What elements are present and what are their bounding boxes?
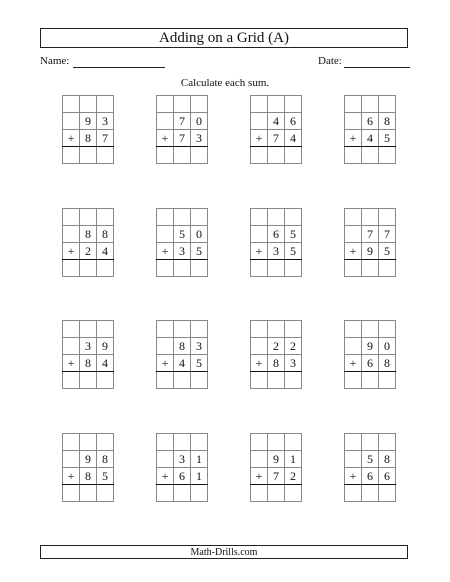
- digit-cell: 9: [80, 113, 97, 130]
- answer-cell[interactable]: [191, 147, 208, 164]
- digit-cell: 7: [97, 130, 114, 147]
- addition-grid: [250, 320, 302, 389]
- answer-cell[interactable]: [379, 485, 396, 502]
- carry-cell: [191, 434, 208, 451]
- digit-cell: 2: [80, 243, 97, 260]
- problem-6: [156, 208, 204, 289]
- carry-cell: [251, 96, 268, 113]
- digit-cell: 2: [285, 468, 302, 485]
- digit-cell: 3: [191, 130, 208, 147]
- carry-cell: [157, 209, 174, 226]
- digit-cell: 4: [285, 130, 302, 147]
- digit-cell: 5: [285, 226, 302, 243]
- empty-cell: [345, 338, 362, 355]
- carry-cell: [379, 209, 396, 226]
- carry-cell: [191, 96, 208, 113]
- carry-cell: [97, 321, 114, 338]
- plus-sign: +: [157, 468, 174, 485]
- carry-cell: [268, 434, 285, 451]
- answer-cell[interactable]: [191, 485, 208, 502]
- empty-cell: [345, 226, 362, 243]
- answer-cell[interactable]: [362, 372, 379, 389]
- carry-cell: [174, 321, 191, 338]
- answer-cell[interactable]: [97, 260, 114, 277]
- digit-cell: 8: [80, 468, 97, 485]
- digit-cell: 6: [285, 113, 302, 130]
- plus-sign: +: [157, 243, 174, 260]
- answer-cell[interactable]: [285, 260, 302, 277]
- digit-cell: 4: [97, 243, 114, 260]
- answer-cell[interactable]: [157, 485, 174, 502]
- digit-cell: 8: [379, 355, 396, 372]
- carry-cell: [157, 434, 174, 451]
- answer-cell[interactable]: [362, 485, 379, 502]
- carry-cell: [63, 321, 80, 338]
- worksheet-title: Adding on a Grid (A): [40, 28, 408, 48]
- digit-cell: 9: [362, 243, 379, 260]
- carry-cell: [191, 321, 208, 338]
- answer-cell[interactable]: [63, 485, 80, 502]
- carry-cell: [345, 434, 362, 451]
- digit-cell: 4: [174, 355, 191, 372]
- problem-11: [250, 320, 298, 401]
- digit-cell: 9: [80, 451, 97, 468]
- empty-cell: [157, 113, 174, 130]
- answer-cell[interactable]: [285, 485, 302, 502]
- problem-1: [62, 95, 110, 176]
- digit-cell: 7: [362, 226, 379, 243]
- carry-cell: [345, 209, 362, 226]
- digit-cell: 6: [362, 113, 379, 130]
- problem-15: [250, 433, 298, 514]
- empty-cell: [345, 113, 362, 130]
- answer-cell[interactable]: [251, 372, 268, 389]
- name-line: [73, 67, 165, 68]
- empty-cell: [345, 451, 362, 468]
- answer-cell[interactable]: [251, 485, 268, 502]
- addition-grid: [250, 208, 302, 277]
- empty-cell: [63, 338, 80, 355]
- digit-cell: 8: [80, 355, 97, 372]
- problem-4: [344, 95, 392, 176]
- digit-cell: 6: [362, 355, 379, 372]
- plus-sign: +: [63, 130, 80, 147]
- date-label: Date:: [318, 55, 342, 67]
- answer-cell[interactable]: [268, 147, 285, 164]
- empty-cell: [63, 451, 80, 468]
- answer-cell[interactable]: [379, 372, 396, 389]
- carry-cell: [251, 209, 268, 226]
- digit-cell: 1: [285, 451, 302, 468]
- digit-cell: 8: [97, 226, 114, 243]
- plus-sign: +: [63, 468, 80, 485]
- digit-cell: 3: [174, 243, 191, 260]
- addition-grid: [156, 320, 208, 389]
- digit-cell: 7: [174, 130, 191, 147]
- answer-cell[interactable]: [268, 372, 285, 389]
- digit-cell: 8: [174, 338, 191, 355]
- carry-cell: [63, 209, 80, 226]
- answer-cell[interactable]: [191, 372, 208, 389]
- addition-grid: [344, 95, 396, 164]
- plus-sign: +: [63, 355, 80, 372]
- carry-cell: [362, 321, 379, 338]
- answer-cell[interactable]: [285, 147, 302, 164]
- answer-cell[interactable]: [268, 260, 285, 277]
- digit-cell: 5: [379, 243, 396, 260]
- plus-sign: +: [63, 243, 80, 260]
- digit-cell: 7: [268, 130, 285, 147]
- carry-cell: [379, 434, 396, 451]
- plus-sign: +: [157, 130, 174, 147]
- carry-cell: [362, 209, 379, 226]
- digit-cell: 0: [191, 113, 208, 130]
- addition-grid: [62, 320, 114, 389]
- carry-cell: [285, 96, 302, 113]
- empty-cell: [157, 338, 174, 355]
- digit-cell: 7: [268, 468, 285, 485]
- digit-cell: 3: [268, 243, 285, 260]
- problem-3: [250, 95, 298, 176]
- carry-cell: [285, 434, 302, 451]
- empty-cell: [251, 226, 268, 243]
- carry-cell: [345, 96, 362, 113]
- addition-grid: [62, 433, 114, 502]
- digit-cell: 4: [362, 130, 379, 147]
- carry-cell: [63, 434, 80, 451]
- plus-sign: +: [251, 243, 268, 260]
- digit-cell: 6: [174, 468, 191, 485]
- addition-grid: [344, 208, 396, 277]
- addition-grid: [62, 208, 114, 277]
- carry-cell: [268, 209, 285, 226]
- digit-cell: 5: [97, 468, 114, 485]
- carry-cell: [63, 96, 80, 113]
- carry-cell: [345, 321, 362, 338]
- addition-grid: [156, 95, 208, 164]
- carry-cell: [157, 321, 174, 338]
- addition-grid: [156, 208, 208, 277]
- addition-grid: [344, 320, 396, 389]
- carry-cell: [251, 434, 268, 451]
- empty-cell: [251, 338, 268, 355]
- digit-cell: 8: [80, 226, 97, 243]
- answer-cell[interactable]: [80, 485, 97, 502]
- answer-cell[interactable]: [97, 372, 114, 389]
- empty-cell: [251, 451, 268, 468]
- carry-cell: [174, 209, 191, 226]
- answer-cell[interactable]: [362, 147, 379, 164]
- answer-cell[interactable]: [345, 260, 362, 277]
- answer-cell[interactable]: [345, 372, 362, 389]
- answer-cell[interactable]: [268, 485, 285, 502]
- digit-cell: 9: [362, 338, 379, 355]
- plus-sign: +: [345, 468, 362, 485]
- answer-cell[interactable]: [174, 147, 191, 164]
- empty-cell: [63, 226, 80, 243]
- carry-cell: [285, 209, 302, 226]
- digit-cell: 3: [191, 338, 208, 355]
- digit-cell: 3: [97, 113, 114, 130]
- carry-cell: [379, 96, 396, 113]
- answer-cell[interactable]: [345, 485, 362, 502]
- digit-cell: 7: [379, 226, 396, 243]
- digit-cell: 0: [379, 338, 396, 355]
- answer-cell[interactable]: [251, 147, 268, 164]
- plus-sign: +: [251, 468, 268, 485]
- problem-12: [344, 320, 392, 401]
- digit-cell: 8: [379, 451, 396, 468]
- carry-cell: [362, 96, 379, 113]
- answer-cell[interactable]: [97, 485, 114, 502]
- digit-cell: 5: [362, 451, 379, 468]
- problem-9: [62, 320, 110, 401]
- digit-cell: 5: [191, 243, 208, 260]
- problem-13: [62, 433, 110, 514]
- empty-cell: [251, 113, 268, 130]
- answer-cell[interactable]: [379, 260, 396, 277]
- addition-grid: [344, 433, 396, 502]
- digit-cell: 8: [268, 355, 285, 372]
- answer-cell[interactable]: [80, 372, 97, 389]
- empty-cell: [63, 113, 80, 130]
- plus-sign: +: [345, 243, 362, 260]
- answer-cell[interactable]: [157, 260, 174, 277]
- answer-cell[interactable]: [285, 372, 302, 389]
- problem-8: [344, 208, 392, 289]
- digit-cell: 0: [191, 226, 208, 243]
- digit-cell: 9: [97, 338, 114, 355]
- digit-cell: 5: [174, 226, 191, 243]
- addition-grid: [250, 433, 302, 502]
- answer-cell[interactable]: [63, 372, 80, 389]
- addition-grid: [156, 433, 208, 502]
- carry-cell: [285, 321, 302, 338]
- carry-cell: [268, 321, 285, 338]
- answer-cell[interactable]: [157, 372, 174, 389]
- answer-cell[interactable]: [362, 260, 379, 277]
- empty-cell: [157, 226, 174, 243]
- problem-7: [250, 208, 298, 289]
- carry-cell: [191, 209, 208, 226]
- addition-grid: [250, 95, 302, 164]
- problem-10: [156, 320, 204, 401]
- problem-14: [156, 433, 204, 514]
- plus-sign: +: [345, 130, 362, 147]
- answer-cell[interactable]: [63, 260, 80, 277]
- carry-cell: [362, 434, 379, 451]
- carry-cell: [268, 96, 285, 113]
- digit-cell: 1: [191, 451, 208, 468]
- digit-cell: 6: [379, 468, 396, 485]
- answer-cell[interactable]: [80, 147, 97, 164]
- carry-cell: [80, 321, 97, 338]
- digit-cell: 4: [268, 113, 285, 130]
- carry-cell: [80, 209, 97, 226]
- digit-cell: 8: [379, 113, 396, 130]
- plus-sign: +: [345, 355, 362, 372]
- carry-cell: [251, 321, 268, 338]
- instruction-text: Calculate each sum.: [180, 77, 270, 89]
- answer-cell[interactable]: [80, 260, 97, 277]
- digit-cell: 6: [268, 226, 285, 243]
- carry-cell: [379, 321, 396, 338]
- carry-cell: [174, 96, 191, 113]
- digit-cell: 5: [285, 243, 302, 260]
- digit-cell: 8: [80, 130, 97, 147]
- answer-cell[interactable]: [174, 372, 191, 389]
- answer-cell[interactable]: [174, 485, 191, 502]
- problem-5: [62, 208, 110, 289]
- problem-16: [344, 433, 392, 514]
- answer-cell[interactable]: [345, 147, 362, 164]
- carry-cell: [80, 96, 97, 113]
- addition-grid: [62, 95, 114, 164]
- date-line: [344, 67, 410, 68]
- carry-cell: [157, 96, 174, 113]
- answer-cell[interactable]: [97, 147, 114, 164]
- digit-cell: 9: [268, 451, 285, 468]
- plus-sign: +: [251, 130, 268, 147]
- digit-cell: 8: [97, 451, 114, 468]
- carry-cell: [174, 434, 191, 451]
- footer-credit: Math-Drills.com: [40, 545, 408, 559]
- answer-cell[interactable]: [379, 147, 396, 164]
- digit-cell: 2: [268, 338, 285, 355]
- carry-cell: [97, 96, 114, 113]
- carry-cell: [97, 434, 114, 451]
- digit-cell: 5: [191, 355, 208, 372]
- digit-cell: 1: [191, 468, 208, 485]
- problem-2: [156, 95, 204, 176]
- carry-cell: [97, 209, 114, 226]
- empty-cell: [157, 451, 174, 468]
- answer-cell[interactable]: [174, 260, 191, 277]
- plus-sign: +: [251, 355, 268, 372]
- answer-cell[interactable]: [157, 147, 174, 164]
- plus-sign: +: [157, 355, 174, 372]
- name-label: Name:: [40, 55, 70, 67]
- digit-cell: 2: [285, 338, 302, 355]
- digit-cell: 3: [80, 338, 97, 355]
- carry-cell: [80, 434, 97, 451]
- digit-cell: 6: [362, 468, 379, 485]
- answer-cell[interactable]: [63, 147, 80, 164]
- digit-cell: 7: [174, 113, 191, 130]
- answer-cell[interactable]: [191, 260, 208, 277]
- digit-cell: 3: [174, 451, 191, 468]
- digit-cell: 3: [285, 355, 302, 372]
- digit-cell: 4: [97, 355, 114, 372]
- answer-cell[interactable]: [251, 260, 268, 277]
- digit-cell: 5: [379, 130, 396, 147]
